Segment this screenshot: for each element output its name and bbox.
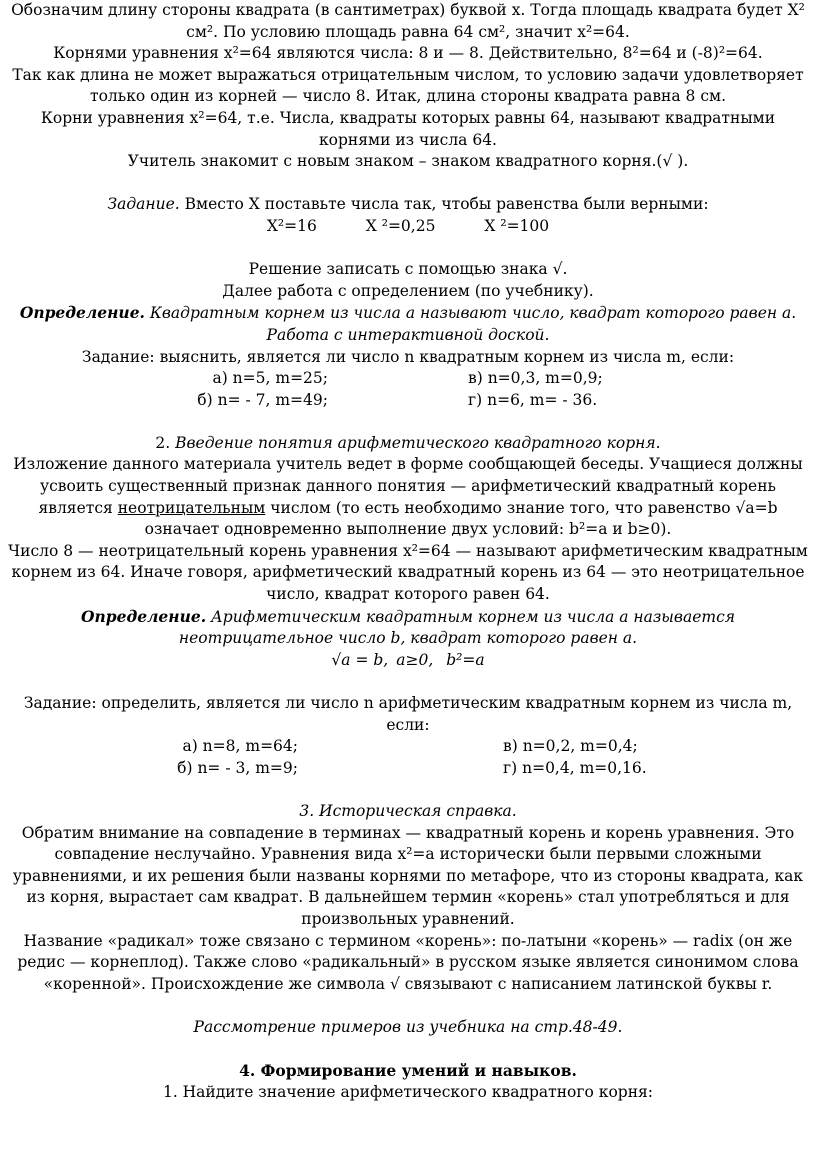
paragraph-intro: Обозначим длину стороны квадрата (в сантиметрах) буквой x. Тогда площадь квадрата будет X² см². По условию площадь равна 64 см², значит x²=64. bbox=[11, 1, 805, 41]
task-3-row-1 bbox=[3, 736, 813, 758]
task-2-item-g: г) n=6, m= - 36. bbox=[468, 390, 598, 409]
spacer bbox=[3, 173, 813, 195]
paragraph-history: Обратим внимание на совпадение в терминах — квадратный корень и корень уравнения. Это совпадение неслучайно. Уравнения вида x²=a исторически были первыми сложными уравнениями, и их решения были названы корнями по метафоре, что из стороны квадрата, как из корня, вырастает сам квадрат. В дальнейшем термин «корень» стал употребляться и для произвольных уравнений. bbox=[12, 823, 804, 928]
formula-part-3: b²=a bbox=[441, 650, 485, 669]
paragraph-length: Так как длина не может выражаться отрицательным числом, то условию задачи удовлетворяет только один из корней — число 8. Итак, длина стороны квадрата равна 8 см. bbox=[12, 65, 804, 106]
paragraph-interactive-board: Работа с интерактивной доской. bbox=[266, 325, 550, 344]
paragraph-conversation-b: числом (то есть необходимо знание того, что равенство √a=b означает одновременно выполнение двух условий: b²=a и b≥0). bbox=[144, 498, 778, 539]
section-2-heading bbox=[3, 433, 813, 455]
task-2-item-a: а) n=5, m=25; bbox=[212, 369, 328, 388]
definition-2-text: Арифметическим квадратным корнем из числа a называется неотрицательное число b, квадрат которого равен a. bbox=[178, 607, 736, 648]
paragraph-conversation-a: Изложение данного материала учитель ведет в форме сообщающей беседы. Учащиеся должны усвоить существенный признак данного понятия — арифметический квадратный корень является bbox=[13, 455, 803, 517]
definition-2 bbox=[3, 606, 813, 650]
paragraph-sign: Учитель знакомит с новым знаком – знаком квадратного корня.(√ ). bbox=[127, 152, 689, 171]
paragraph-solution: Решение записать с помощью знака √. bbox=[248, 260, 568, 279]
formula-part-1: √a = b, bbox=[331, 650, 389, 669]
task-3-item-b: б) n= - 3, m=9; bbox=[177, 758, 298, 777]
paragraph-definition-work: Далее работа с определением (по учебнику). bbox=[222, 281, 594, 300]
definition-1-text: Квадратным корнем из числа a называют число, квадрат которого равен a. bbox=[144, 304, 797, 323]
section-4-heading: 4. Формирование умений и навыков. bbox=[239, 1061, 577, 1081]
paragraph-roots: Корнями уравнения x²=64 являются числа: 8 и — 8. Действительно, 8²=64 и (-8)²=64. bbox=[53, 44, 763, 63]
equation-2: X ²=0,25 bbox=[365, 216, 436, 235]
task-2-item-b: б) n= - 7, m=49; bbox=[197, 390, 328, 409]
equation-3: X ²=100 bbox=[484, 216, 550, 235]
task-2-row-2 bbox=[3, 390, 813, 412]
equations-row bbox=[3, 216, 813, 238]
paragraph-radical: Название «радикал» тоже связано с термином «корень»: по-латыни «корень» — radix (он же редис — корнеплод). Также слово «радикальный» в русском языке является синонимом слова «коренной». Происхождение же символа √ связывают с написанием латинской буквы r. bbox=[17, 931, 799, 993]
task-3-row-2 bbox=[3, 758, 813, 780]
spacer bbox=[3, 1039, 813, 1061]
formula-part-2: a≥0, bbox=[396, 650, 434, 669]
task-1-label: Задание. bbox=[107, 195, 180, 214]
spacer bbox=[3, 671, 813, 693]
task-1-text: Вместо X поставьте числа так, чтобы равенства были верными: bbox=[179, 195, 709, 214]
list-item-1: 1. Найдите значение арифметического квадратного корня: bbox=[162, 1082, 654, 1101]
task-3-item-a: а) n=8, m=64; bbox=[182, 737, 298, 756]
task-3: Задание: определить, является ли число n арифметическим квадратным корнем из числа m, если: bbox=[23, 694, 793, 734]
equation-1: X²=16 bbox=[266, 216, 317, 235]
definition-1 bbox=[3, 302, 813, 325]
definition-2-label: Определение. bbox=[80, 606, 207, 626]
task-2: Задание: выяснить, является ли число n квадратным корнем из числа m, если: bbox=[81, 347, 735, 366]
paragraph-number-8: Число 8 — неотрицательный корень уравнения x²=64 — называют арифметическим квадратным корнем из 64. Иначе говоря, арифметический квадратный корень из 64 — это неотрицательное число, квадрат которого равен 64. bbox=[8, 541, 808, 604]
task-1 bbox=[3, 194, 813, 216]
spacer bbox=[3, 238, 813, 260]
formula-line bbox=[3, 650, 813, 672]
section-3-heading: 3. Историческая справка. bbox=[299, 801, 517, 820]
definition-1-label: Определение. bbox=[19, 303, 145, 323]
spacer bbox=[3, 779, 813, 801]
underlined-term: неотрицательным bbox=[117, 498, 266, 517]
section-2-number: 2. bbox=[155, 433, 176, 452]
spacer bbox=[3, 411, 813, 433]
paragraph-examples: Рассмотрение примеров из учебника на стр.48-49. bbox=[193, 1017, 623, 1036]
section-2-title: Введение понятия арифметического квадратного корня. bbox=[175, 433, 661, 452]
task-2-row-1 bbox=[3, 368, 813, 390]
spacer bbox=[3, 995, 813, 1017]
task-2-item-v: в) n=0,3, m=0,9; bbox=[468, 369, 603, 388]
paragraph-square-roots: Корни уравнения x²=64, т.е. Числа, квадраты которых равны 64, называют квадратными корнями из числа 64. bbox=[40, 108, 776, 149]
task-3-item-g: г) n=0,4, m=0,16. bbox=[503, 758, 647, 777]
task-3-item-v: в) n=0,2, m=0,4; bbox=[503, 737, 638, 756]
paragraph-conversation bbox=[3, 454, 813, 540]
